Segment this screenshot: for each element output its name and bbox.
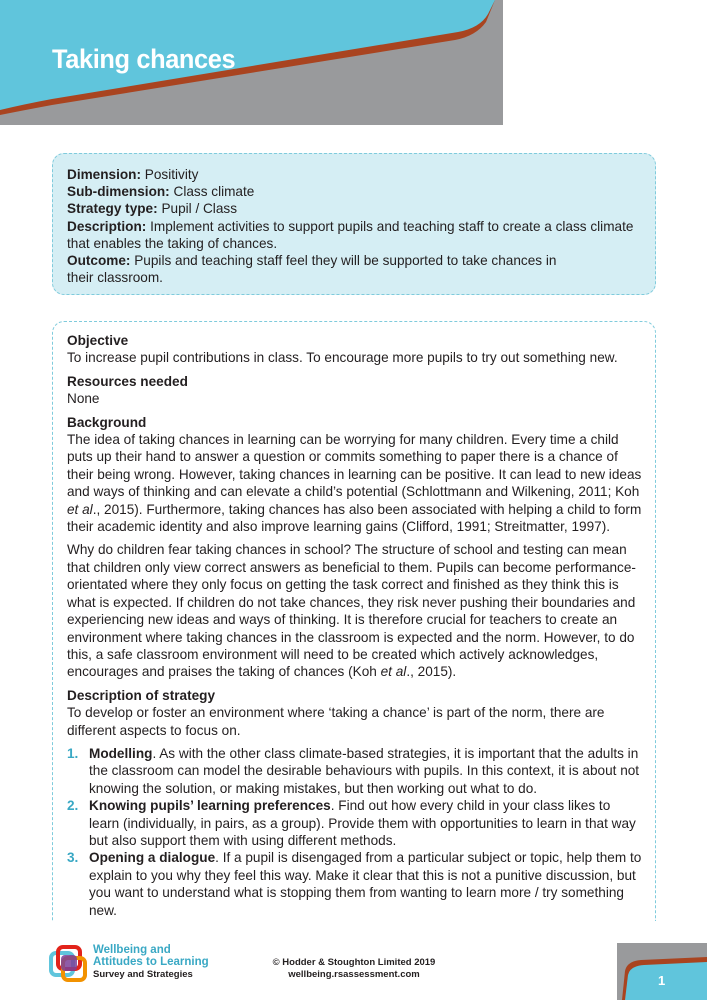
strategy-type-value: Pupil / Class (161, 201, 237, 217)
summary-box (52, 153, 656, 295)
bg-p1-text-b: ., 2015). Furthermore, taking chances has also been associated with helping a child to form their academic identity and also improve learning gains (Clifford, 1991; Streitmatter, 1997). (67, 501, 642, 535)
outcome-line (67, 252, 643, 286)
dimension-line (67, 166, 643, 183)
background-paragraph-2 (67, 541, 643, 680)
logo-line-1: Wellbeing and (93, 944, 171, 956)
strategy-item (67, 745, 643, 797)
background-paragraph-1 (67, 431, 643, 535)
logo-line-3: Survey and Strategies (93, 969, 193, 980)
strategy-item-title: Opening a dialogue (89, 850, 216, 866)
resources-heading: Resources needed (67, 373, 188, 389)
logo-text (93, 944, 209, 981)
strategy-type-line (67, 200, 643, 217)
main-content-box (52, 321, 656, 921)
strategy-item-title: Modelling (89, 745, 153, 761)
bg-p1-text-a: The idea of taking chances in learning can be worrying for many children. Every time a child puts up their hand to answer a question or commits something to paper there is a chance of their being wrong. However, taking chances in learning can be positive. It can lead to new ideas and ways of thinking and can elevate a child’s potential (Schlottmann and Wilkening, 2011; Koh (67, 432, 642, 500)
strategy-item-title: Knowing pupils’ learning preferences (89, 798, 331, 814)
bg-p2-text-a: Why do children fear taking chances in school? The structure of school and testing can mean that children only view correct answers as beneficial to them. Pupils can become performance-orientated where they only focus on getting the task correct and finished as they think this is what is expected. If children do not take chances, they risk never pushing their boundaries and experiencing new ideas and ways of thinking. It is therefore crucial for teachers to create an environment where taking chances in the classroom is expected and the norm. However, to do this, a safe classroom environment will need to be created which actively acknowledges, encourages and praises the taking of chances (Koh (67, 542, 636, 680)
resources-text: None (67, 391, 100, 407)
description-value: Implement activities to support pupils and teaching staff to create a class climate that enables the taking of chances. (67, 218, 634, 251)
subdimension-line (67, 183, 643, 200)
bg-p2-etal: et al (380, 664, 407, 680)
strategy-list (67, 745, 643, 919)
outcome-label: Outcome: (67, 253, 131, 269)
strategy-item (67, 797, 643, 849)
strategy-heading: Description of strategy (67, 687, 216, 703)
bg-p2-text-b: ., 2015). (406, 664, 457, 680)
objective-text: To increase pupil contributions in class. To encourage more pupils to try out something new. (67, 350, 618, 366)
bg-p1-etal: et al (67, 501, 93, 517)
subdimension-label: Sub-dimension: (67, 184, 170, 200)
footer-copyright-block (250, 957, 458, 981)
background-heading: Background (67, 414, 147, 430)
subdimension-value: Class climate (173, 184, 255, 200)
logo-line-2: Attitudes to Learning (93, 956, 209, 968)
objective-heading: Objective (67, 333, 129, 348)
page-number: 1 (658, 973, 666, 988)
strategy-item-number: 2. (67, 798, 79, 814)
description-line (67, 218, 643, 252)
strategy-item-text: . If a pupil is disengaged from a particular subject or topic, help them to explain to you why they feel this way. Make it clear that this is not a punitive discussion, but you want to understand what is stopping them from wanting to learn more / try something new. (89, 850, 642, 918)
dimension-label: Dimension: (67, 167, 142, 182)
strategy-type-label: Strategy type: (67, 201, 158, 217)
strategy-item (67, 849, 643, 919)
strategy-intro: To develop or foster an environment where ‘taking a chance’ is part of the norm, there are different aspects to focus on. (67, 705, 605, 738)
strategy-item-text: . As with the other class climate-based strategies, it is important that the adults in the classroom can model the desirable behaviours with pupils. In this context, it is about not knowing the solution, or making mistakes, but then working out what to do. (89, 745, 640, 796)
strategy-item-number: 1. (67, 745, 79, 761)
copyright-text: © Hodder & Stoughton Limited 2019 (272, 957, 436, 968)
wellbeing-logo-icon (49, 944, 89, 984)
header-banner (0, 0, 503, 125)
strategy-item-number: 3. (67, 850, 79, 866)
page-number-tab (617, 943, 707, 1000)
dimension-value: Positivity (144, 167, 199, 182)
description-label: Description: (67, 218, 147, 234)
page-title: Taking chances (52, 44, 236, 74)
website-text: wellbeing.rsassessment.com (288, 969, 420, 980)
strategy-item-text: . Find out how every child in your class likes to learn (individually, in pairs, as a group). Provide them with opportunities to learn in that way but also support them with using different methods. (89, 798, 636, 848)
outcome-value: Pupils and teaching staff feel they will be supported to take chances in their classroom. (67, 253, 557, 286)
